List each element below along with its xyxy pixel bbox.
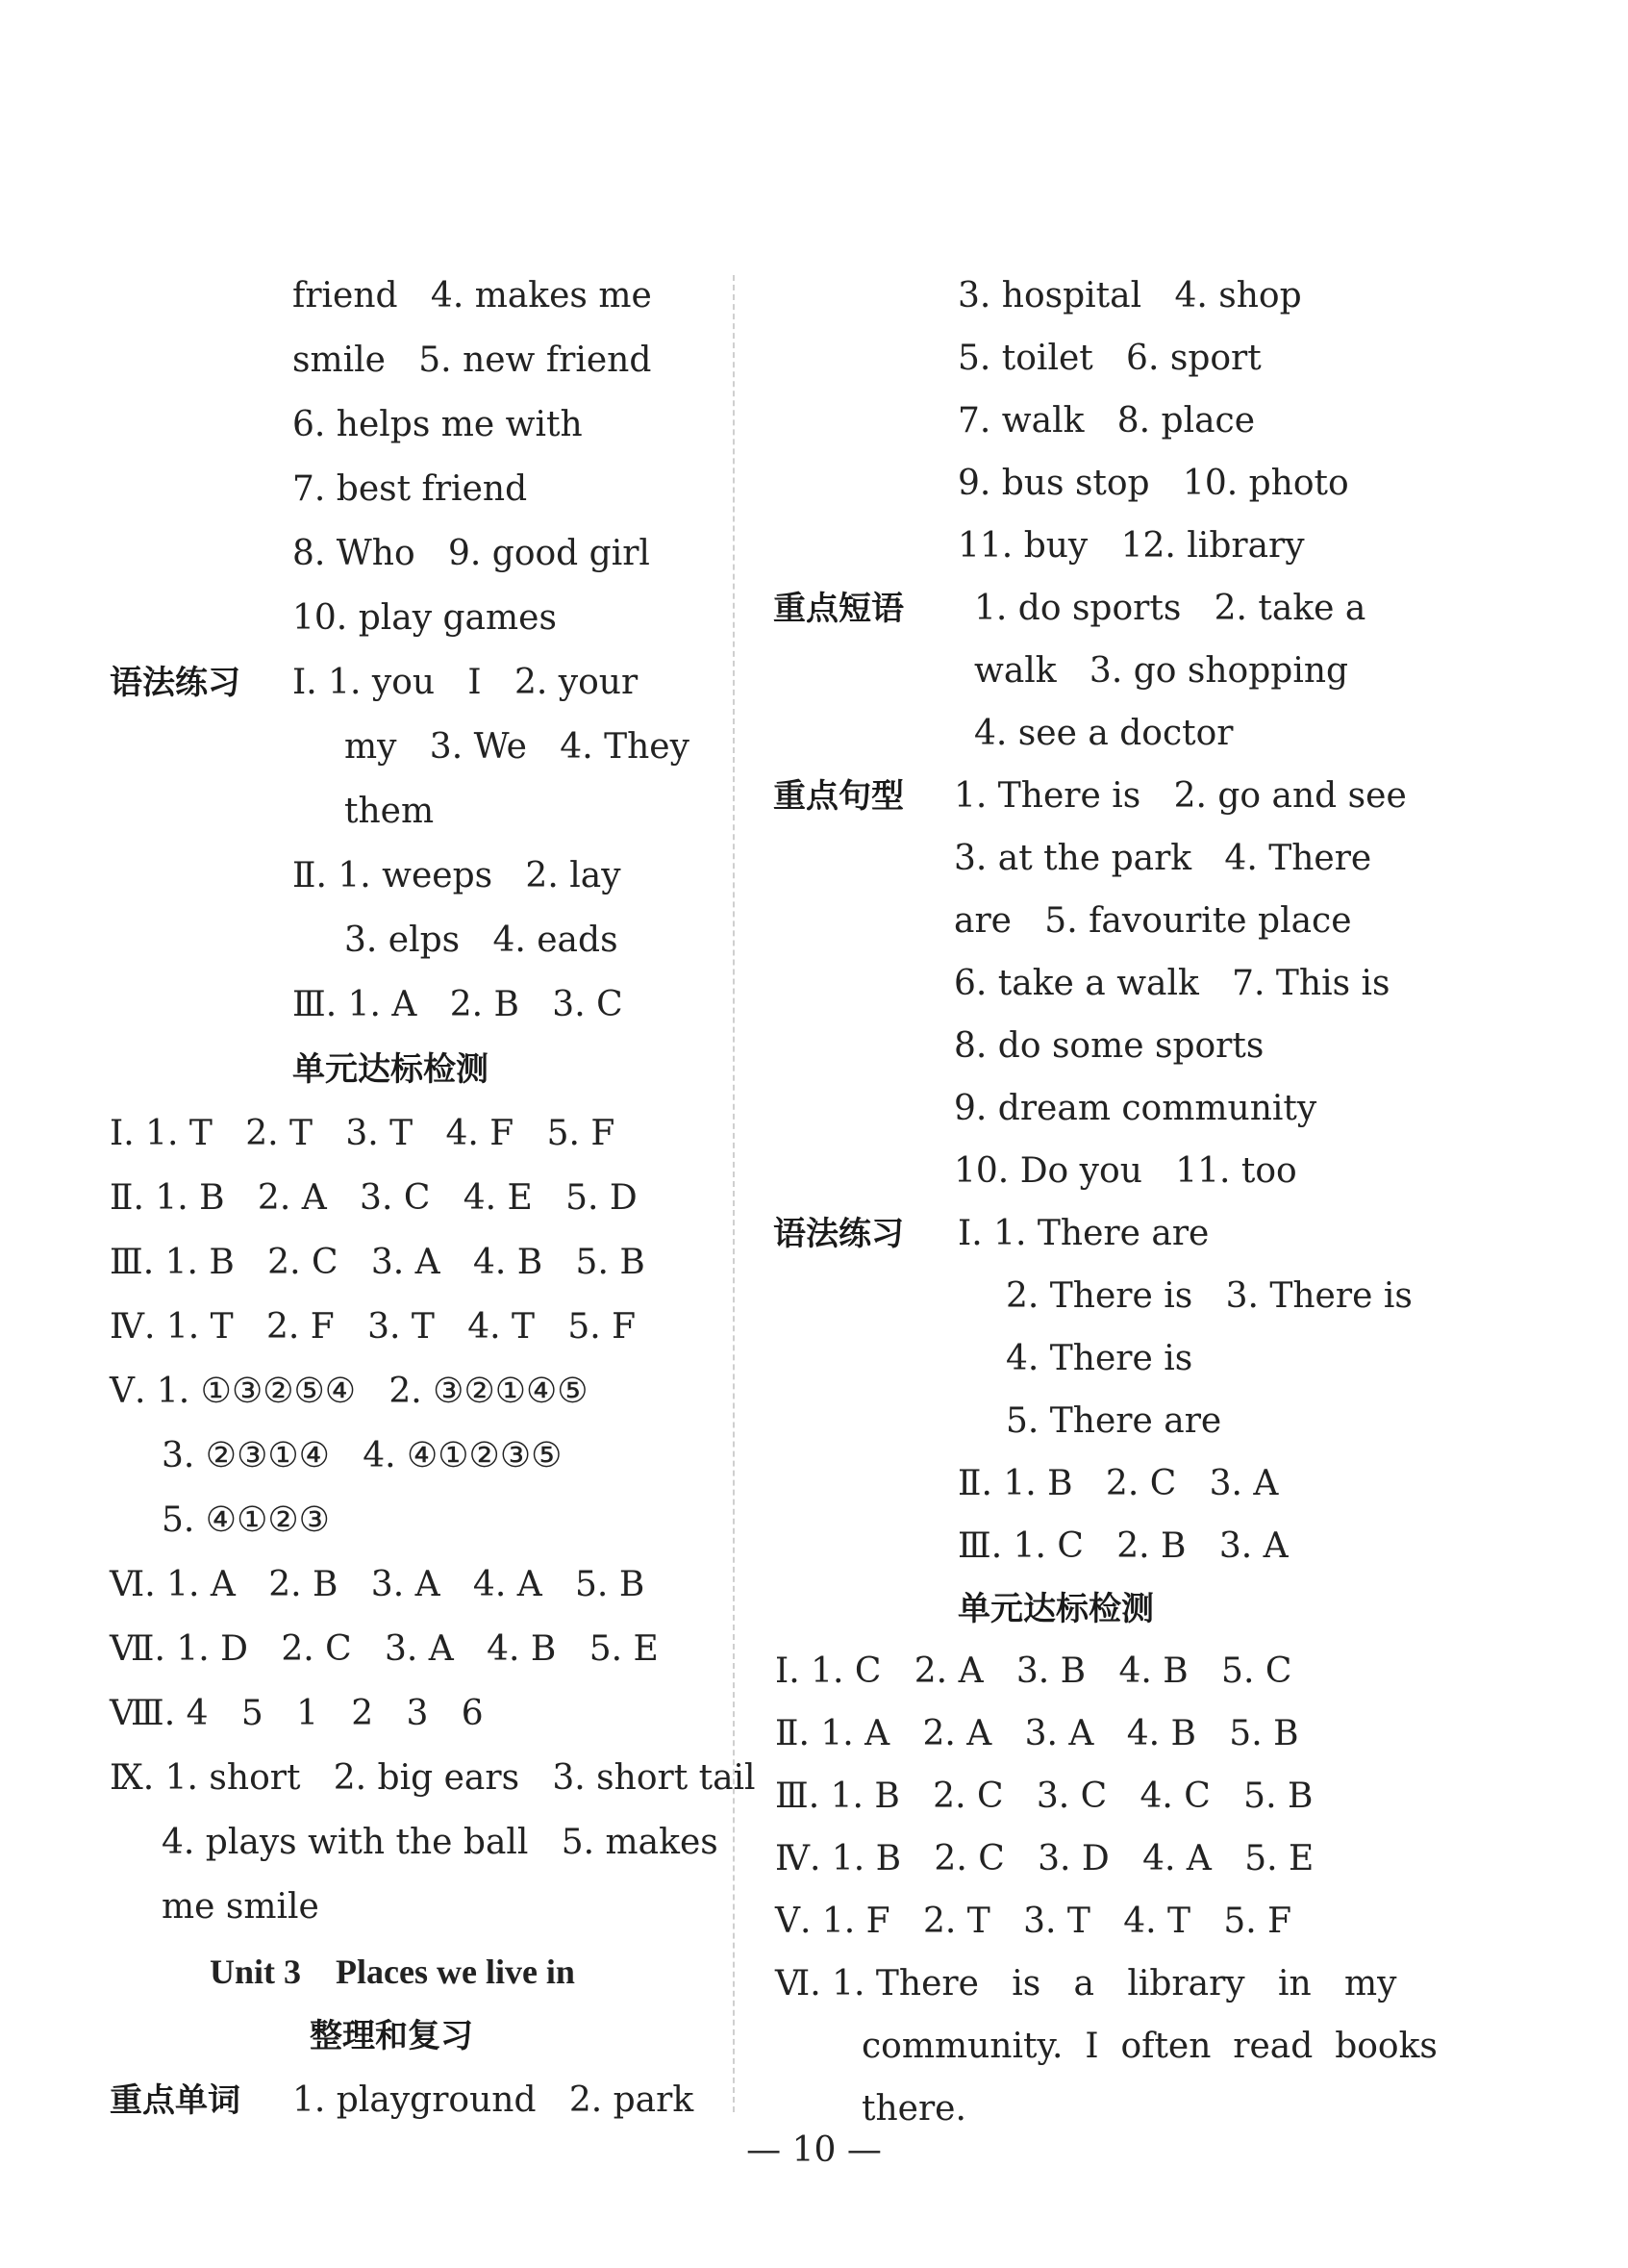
- answer-line: smile 5. new friend: [292, 340, 652, 380]
- answer-line: 1. playground 2. park: [292, 2080, 694, 2120]
- answer-line: Ⅱ. 1. B 2. A 3. C 4. E 5. D: [110, 1178, 638, 1218]
- answer-line: there.: [862, 2089, 966, 2129]
- answer-line: Ⅰ. 1. C 2. A 3. B 4. B 5. C: [775, 1651, 1292, 1691]
- answer-line: Ⅲ. 1. B 2. C 3. C 4. C 5. B: [775, 1777, 1314, 1816]
- answer-line: 2. There is 3. There is: [1006, 1276, 1413, 1316]
- answer-line: friend 4. makes me: [292, 276, 652, 315]
- answer-line: 11. buy 12. library: [958, 526, 1305, 566]
- answer-line: Ⅵ. 1. There is a library in my: [775, 1964, 1397, 2003]
- answer-line: 6. take a walk 7. This is: [954, 964, 1390, 1003]
- answer-line: my 3. We 4. They: [344, 727, 689, 767]
- answer-line: Ⅱ. 1. A 2. A 3. A 4. B 5. B: [775, 1714, 1299, 1753]
- answer-line: Ⅷ. 4 5 1 2 3 6: [110, 1694, 484, 1733]
- answer-line: 1. There is 2. go and see: [954, 776, 1407, 816]
- answer-line: me smile: [162, 1887, 319, 1927]
- answer-line: 3. at the park 4. There: [954, 839, 1372, 878]
- answer-line: 10. Do you 11. too: [954, 1151, 1297, 1191]
- answer-line: Ⅰ. 1. T 2. T 3. T 4. F 5. F: [110, 1114, 615, 1153]
- answer-line: Ⅴ. 1. ①③②⑤④ 2. ③②①④⑤: [110, 1372, 589, 1411]
- section-heading-sentences: 重点句型: [773, 777, 904, 816]
- section-heading-review: 整理和复习: [310, 2017, 473, 2055]
- answer-line: Ⅱ. 1. B 2. C 3. A: [958, 1464, 1279, 1503]
- answer-line: community. I often read books: [862, 2027, 1438, 2066]
- answer-line: Ⅲ. 1. C 2. B 3. A: [958, 1526, 1289, 1566]
- section-heading-words: 重点单词: [110, 2081, 240, 2120]
- answer-line: Ⅳ. 1. T 2. F 3. T 4. T 5. F: [110, 1307, 637, 1347]
- answer-line: Ⅵ. 1. A 2. B 3. A 4. A 5. B: [110, 1565, 645, 1604]
- section-heading-test: 单元达标检测: [292, 1050, 488, 1089]
- answer-line: 8. Who 9. good girl: [292, 534, 650, 573]
- answer-line: 5. toilet 6. sport: [958, 339, 1262, 378]
- answer-line: Ⅸ. 1. short 2. big ears 3. short tail: [110, 1758, 756, 1798]
- answer-line: 4. plays with the ball 5. makes: [162, 1823, 718, 1862]
- page-number: — 10 —: [746, 2130, 882, 2170]
- answer-line: 1. do sports 2. take a: [974, 589, 1366, 628]
- column-divider: [733, 275, 735, 2112]
- answer-line: Ⅱ. 1. weeps 2. lay: [292, 856, 621, 895]
- answer-line: 3. elps 4. eads: [344, 920, 618, 960]
- answer-line: 4. see a doctor: [974, 714, 1234, 753]
- answer-line: are 5. favourite place: [954, 901, 1352, 941]
- section-heading-test: 单元达标检测: [958, 1590, 1154, 1628]
- answer-line: Ⅲ. 1. A 2. B 3. C: [292, 985, 623, 1024]
- answer-line: 8. do some sports: [954, 1026, 1265, 1066]
- answer-line: walk 3. go shopping: [974, 651, 1349, 691]
- answer-line: 3. hospital 4. shop: [958, 276, 1302, 315]
- answer-line: Ⅶ. 1. D 2. C 3. A 4. B 5. E: [110, 1629, 659, 1669]
- answer-line: 7. best friend: [292, 469, 528, 509]
- answer-line: Ⅳ. 1. B 2. C 3. D 4. A 5. E: [775, 1839, 1315, 1878]
- section-heading-phrases: 重点短语: [773, 590, 904, 628]
- answer-line: Ⅲ. 1. B 2. C 3. A 4. B 5. B: [110, 1243, 645, 1282]
- answer-line: 5. ④①②③: [162, 1500, 330, 1540]
- section-heading-grammar: 语法练习: [773, 1215, 904, 1253]
- answer-line: 6. helps me with: [292, 405, 583, 444]
- answer-line: 9. dream community: [954, 1089, 1317, 1128]
- answer-line: 5. There are: [1006, 1401, 1222, 1441]
- unit-title: Unit 3 Places we live in: [210, 1953, 575, 1991]
- section-heading-grammar: 语法练习: [110, 664, 240, 702]
- answer-line: 10. play games: [292, 598, 557, 638]
- answer-line: Ⅴ. 1. F 2. T 3. T 4. T 5. F: [775, 1902, 1292, 1941]
- answer-line: them: [344, 792, 435, 831]
- answer-line: 4. There is: [1006, 1339, 1193, 1378]
- answer-line: Ⅰ. 1. you I 2. your: [292, 663, 639, 702]
- answer-line: Ⅰ. 1. There are: [958, 1214, 1210, 1253]
- answer-line: 7. walk 8. place: [958, 401, 1256, 441]
- answer-line: 9. bus stop 10. photo: [958, 464, 1349, 503]
- answer-line: 3. ②③①④ 4. ④①②③⑤: [162, 1436, 563, 1475]
